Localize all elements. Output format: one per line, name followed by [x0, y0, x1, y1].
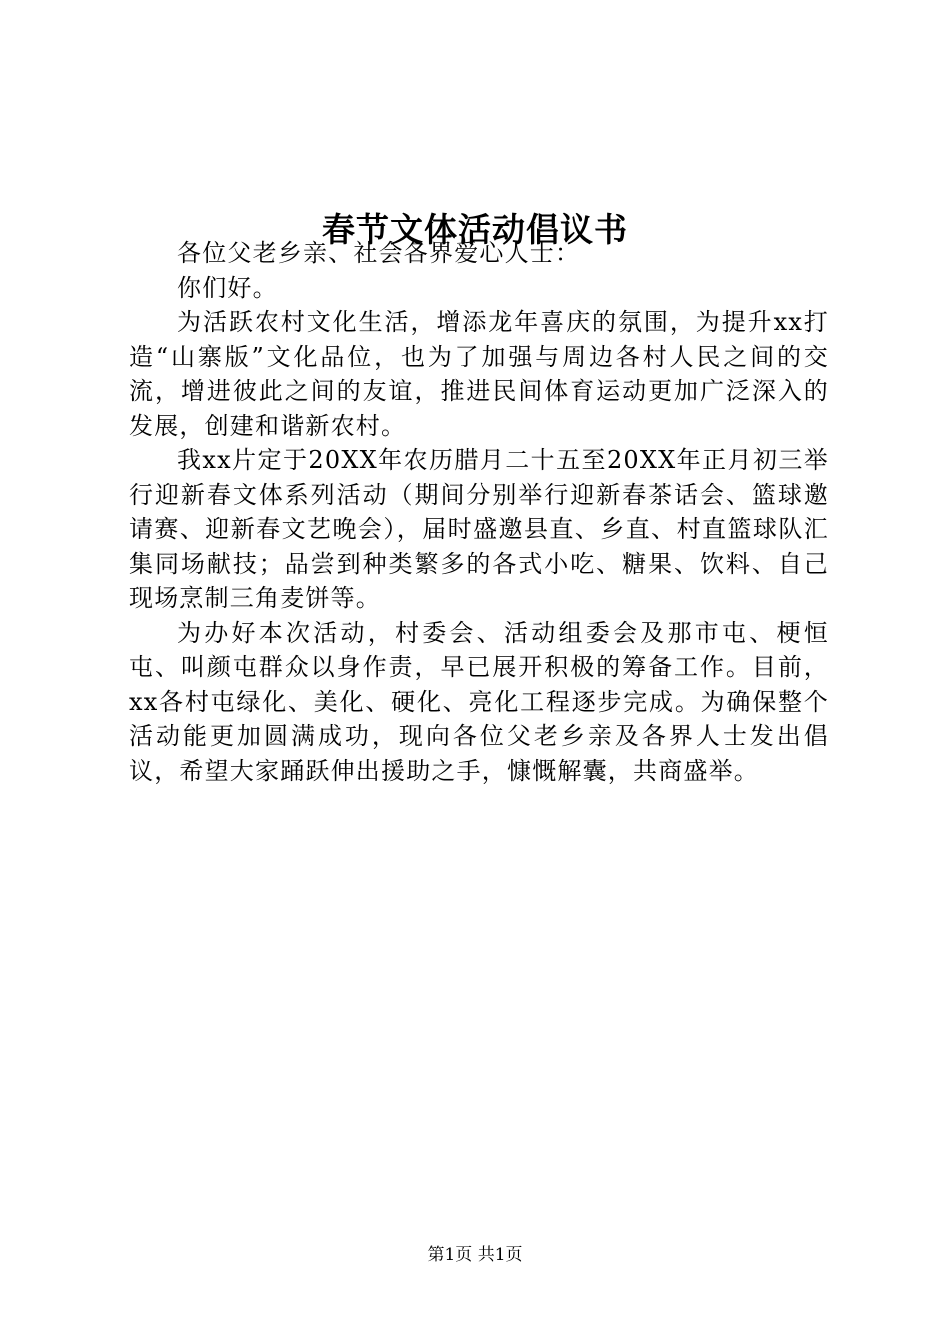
paragraph-appeal: 为办好本次活动，村委会、活动组委会及那市屯、梗恒屯、叫颜屯群众以身作责，早已展开积极的筹备工作。目前，xx各村屯绿化、美化、硬化、亮化工程逐步完成。为确保整个活动能更加圆满成功，现向各位父老乡亲及各界人士发出倡议，希望大家踊跃伸出援助之手，慷慨解囊，共商盛举。 — [129, 618, 829, 785]
paragraph-purpose: 为活跃农村文化生活，增添龙年喜庆的氛围，为提升xx打造“山寨版”文化品位，也为了加强与周边各村人民之间的交流，增进彼此之间的友谊，推进民间体育运动更加广泛深入的发展，创建和谐新农村。 — [129, 308, 829, 440]
paragraph-schedule: 我xx片定于20XX年农历腊月二十五至20XX年正月初三举行迎新春文体系列活动（期间分别举行迎新春茶话会、篮球邀请赛、迎新春文艺晚会），届时盛邀县直、乡直、村直篮球队汇集同场献技；品尝到种类繁多的各式小吃、糖果、饮料、自己现场烹制三角麦饼等。 — [129, 446, 829, 612]
document-title: 春节文体活动倡议书 — [322, 210, 628, 250]
greeting: 你们好。 — [177, 273, 278, 302]
document-body — [129, 236, 829, 788]
salutation: 各位父老乡亲、社会各界爱心人士： — [177, 239, 581, 267]
page-number-footer: 第1页 共1页 — [427, 1245, 523, 1265]
